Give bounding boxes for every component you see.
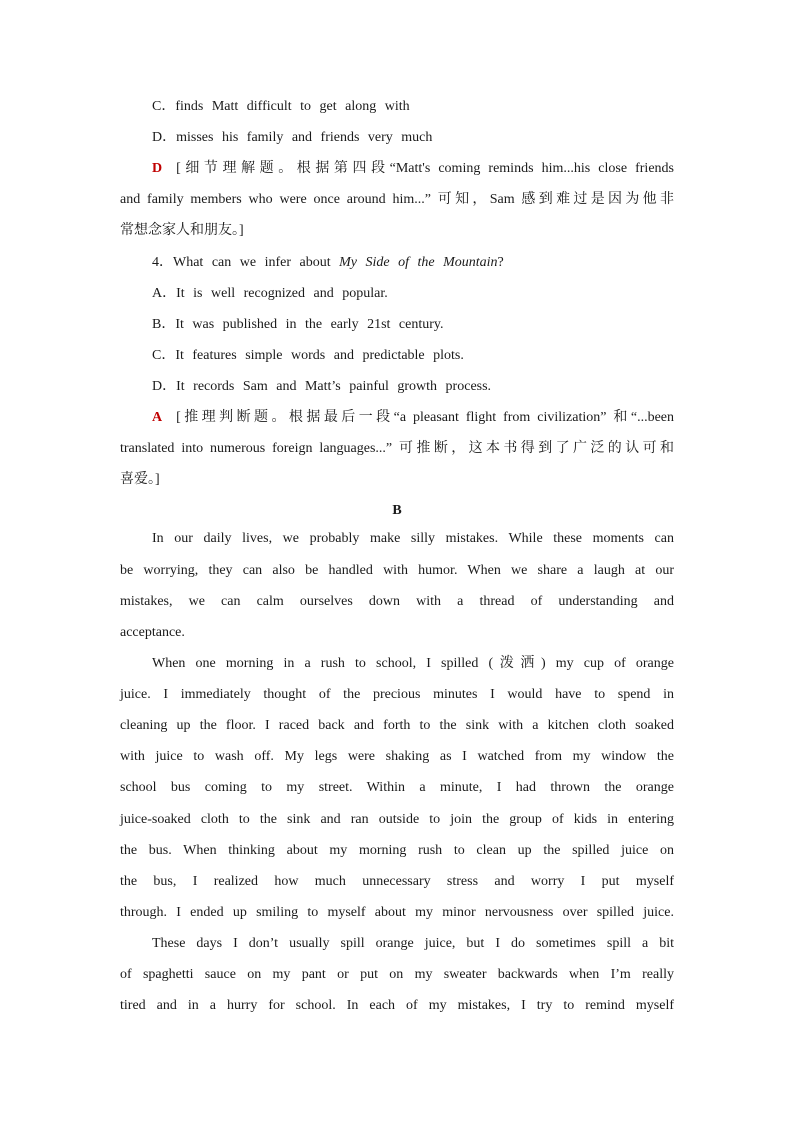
- answer-3-line1: D [细节理解题。根据第四段“Matt's coming reminds him...his close friends: [152, 161, 674, 176]
- passage-line: the bus, I realized how much unnecessary stress and worry I put myself: [120, 874, 674, 889]
- passage-line: When one morning in a rush to school, I spilled (泼洒) my cup of orange: [152, 656, 674, 671]
- passage-line: These days I don’t usually spill orange juice, but I do sometimes spill a bit: [152, 936, 674, 951]
- passage-line: acceptance.: [120, 625, 185, 640]
- option-3d: D．misses his family and friends very much: [152, 130, 433, 145]
- answer-4-line3: 喜爱。]: [120, 472, 160, 487]
- answer-letter-4: A: [152, 410, 163, 425]
- passage-line: mistakes, we can calm ourselves down with a thread of understanding and: [120, 594, 674, 609]
- passage-line: be worrying, they can also be handled with humor. When we share a laugh at our: [120, 563, 674, 578]
- section-heading-b: B: [392, 503, 402, 518]
- passage-line: the bus. When thinking about my morning rush to clean up the spilled juice on: [120, 843, 674, 858]
- answer-4-line1: A [推理判断题。根据最后一段“a pleasant flight from civilization” 和“...been: [152, 410, 674, 425]
- option-3c: C．finds Matt difficult to get along with: [152, 99, 410, 114]
- passage-line: through. I ended up smiling to myself about my minor nervousness over spilled juice.: [120, 905, 674, 920]
- passage-line: In our daily lives, we probably make silly mistakes. While these moments can: [152, 531, 674, 546]
- answer-3-line3: 常想念家人和朋友。]: [120, 223, 244, 238]
- passage-line: of spaghetti sauce on my pant or put on my sweater backwards when I’m really: [120, 967, 674, 982]
- passage-line: juice-soaked cloth to the sink and ran outside to join the group of kids in entering: [120, 812, 674, 827]
- passage-line: with juice to wash off. My legs were shaking as I watched from my window the: [120, 749, 674, 764]
- passage-line: school bus coming to my street. Within a minute, I had thrown the orange: [120, 780, 674, 795]
- option-4d: D．It records Sam and Matt’s painful growth process.: [152, 379, 492, 394]
- passage-line: tired and in a hurry for school. In each of my mistakes, I try to remind myself: [120, 998, 674, 1013]
- answer-3-line2: and family members who were once around him...” 可知，Sam 感到难过是因为他非: [120, 192, 674, 207]
- option-4b: B．It was published in the early 21st century.: [152, 317, 444, 332]
- passage-line: juice. I immediately thought of the precious minutes I would have to spend in: [120, 687, 674, 702]
- answer-letter-3: D: [152, 161, 163, 176]
- option-4c: C．It features simple words and predictable plots.: [152, 348, 464, 363]
- question-4: 4．What can we infer about My Side of the Mountain?: [152, 255, 504, 270]
- option-4a: A．It is well recognized and popular.: [152, 286, 388, 301]
- answer-4-line2: translated into numerous foreign languages...” 可推断，这本书得到了广泛的认可和: [120, 441, 674, 456]
- passage-line: cleaning up the floor. I raced back and forth to the sink with a kitchen cloth soaked: [120, 718, 674, 733]
